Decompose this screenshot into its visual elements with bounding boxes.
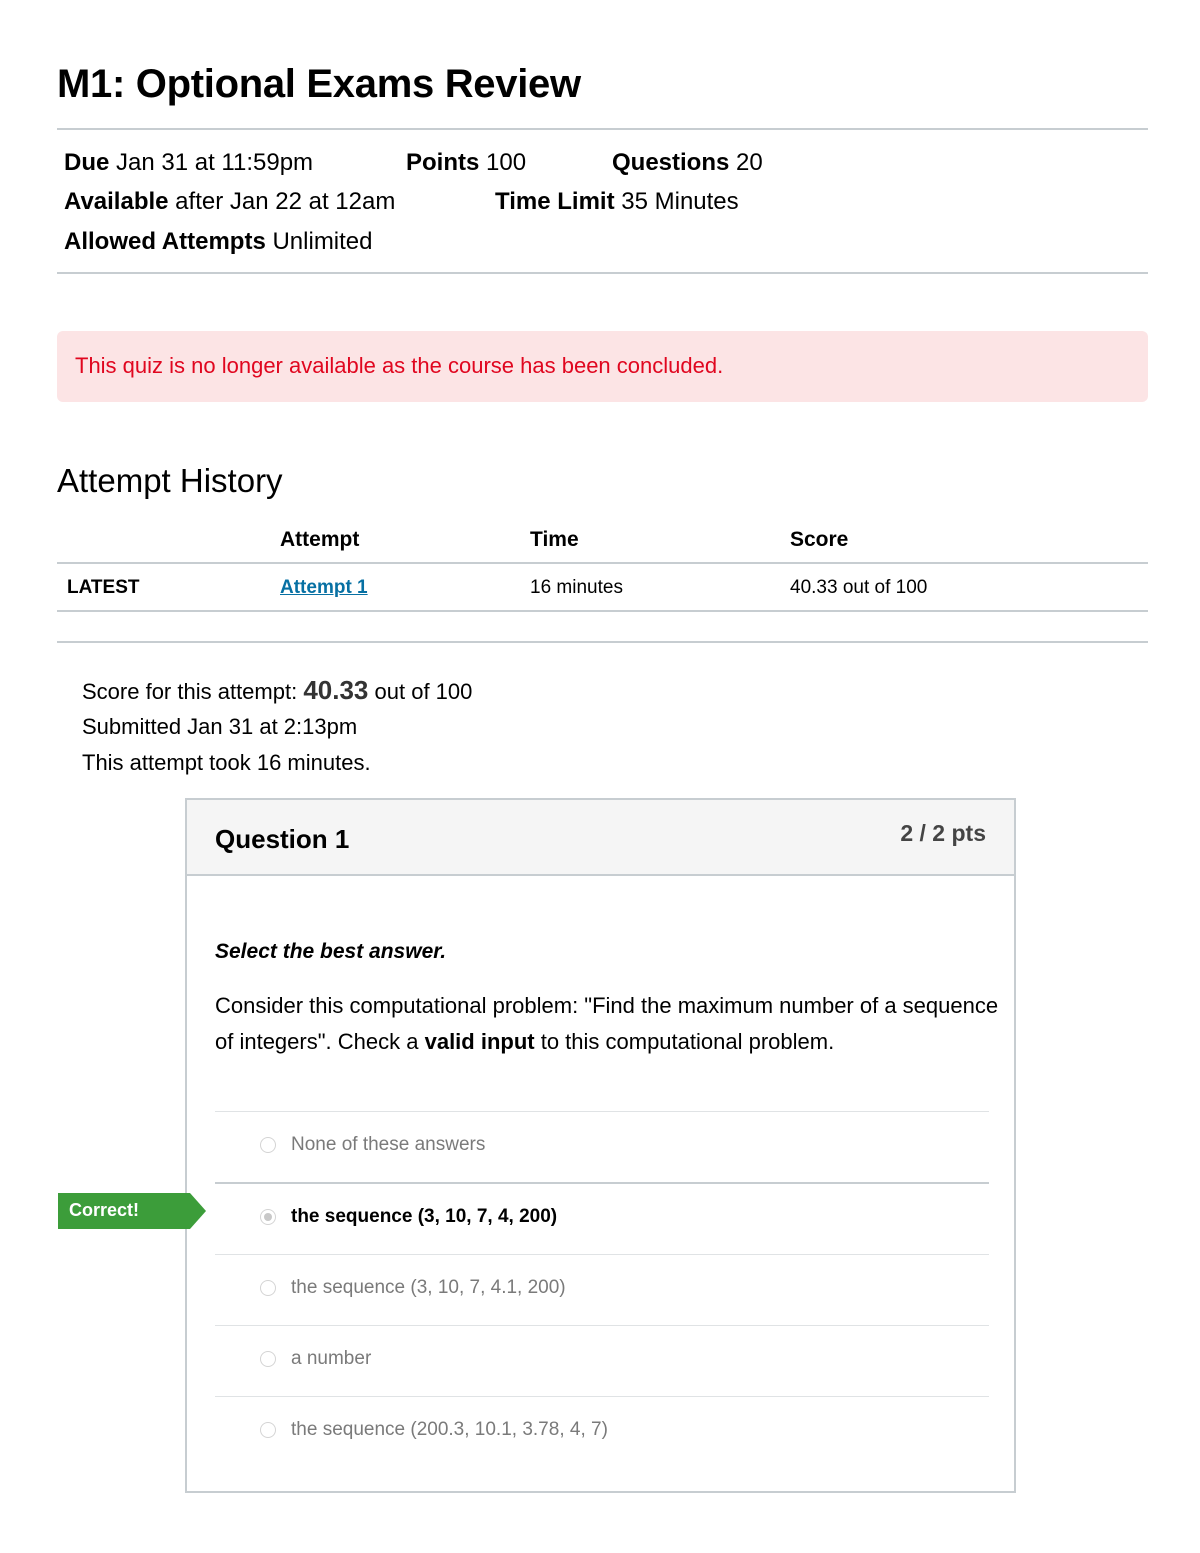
column-header-attempt: Attempt <box>280 528 360 551</box>
question-text <box>215 988 1005 1060</box>
radio-button-checked[interactable] <box>260 1209 276 1225</box>
available-detail <box>64 188 395 216</box>
attempt-time: 16 minutes <box>530 577 623 598</box>
submitted-time: Submitted Jan 31 at 2:13pm <box>82 714 358 739</box>
available-value: after Jan 22 at 12am <box>175 188 396 215</box>
alert-text: This quiz is no longer available as the course has been concluded. <box>75 353 724 378</box>
answer-option <box>215 1325 989 1396</box>
attempt-history-title: Attempt History <box>57 462 283 499</box>
attempts-detail <box>64 228 373 256</box>
question-header <box>187 800 1014 876</box>
radio-button[interactable] <box>260 1351 276 1367</box>
attempts-value: Unlimited <box>272 228 373 255</box>
table-header-divider <box>57 562 1148 564</box>
divider <box>57 128 1148 130</box>
answer-label: None of these answers <box>291 1134 486 1155</box>
questions-label: Questions <box>612 149 730 176</box>
divider <box>57 641 1148 643</box>
radio-button[interactable] <box>260 1422 276 1438</box>
score-value: 40.33 <box>303 675 369 705</box>
correct-answer-flag <box>58 1193 208 1229</box>
answer-option <box>215 1111 989 1182</box>
table-row-divider <box>57 610 1148 612</box>
score-suffix: out of 100 <box>374 679 473 704</box>
flag-arrow-icon <box>190 1193 206 1229</box>
score-prefix: Score for this attempt: <box>82 679 298 704</box>
answer-option <box>215 1396 989 1467</box>
answer-label: the sequence (3, 10, 7, 4.1, 200) <box>291 1277 566 1298</box>
radio-button[interactable] <box>260 1280 276 1296</box>
question-text-part2: to this computational problem. <box>534 1029 835 1054</box>
time-limit-label: Time Limit <box>495 188 615 215</box>
question-instruction: Select the best answer. <box>215 940 447 963</box>
question-text-part1: Consider this computational problem: "Find the maximum number of a sequence of integers". Check a <box>215 993 999 1054</box>
correct-label: Correct! <box>69 1200 140 1220</box>
answer-label: a number <box>291 1348 372 1369</box>
question-1-card <box>185 798 1016 1493</box>
answer-label: the sequence (3, 10, 7, 4, 200) <box>291 1206 558 1227</box>
attempt-score-summary <box>82 675 472 706</box>
page-title: M1: Optional Exams Review <box>57 62 581 106</box>
attempt-1-link[interactable]: Attempt 1 <box>280 577 368 598</box>
points-detail <box>406 149 526 177</box>
questions-detail <box>612 149 763 177</box>
question-points: 2 / 2 pts <box>900 820 986 846</box>
attempts-label: Allowed Attempts <box>64 228 266 255</box>
time-limit-value: 35 Minutes <box>621 188 739 215</box>
due-label: Due <box>64 149 110 176</box>
time-limit-detail <box>495 188 739 216</box>
due-detail <box>64 149 313 177</box>
answer-option <box>215 1254 989 1325</box>
radio-button[interactable] <box>260 1137 276 1153</box>
answer-option-selected <box>215 1182 989 1254</box>
points-value: 100 <box>486 149 527 176</box>
answer-label: the sequence (200.3, 10.1, 3.78, 4, 7) <box>291 1419 608 1440</box>
attempt-score: 40.33 out of 100 <box>790 577 928 598</box>
attempt-duration: This attempt took 16 minutes. <box>82 750 371 775</box>
question-text-bold: valid input <box>424 1029 535 1054</box>
latest-badge: LATEST <box>67 577 140 598</box>
question-title: Question 1 <box>215 824 350 854</box>
answer-list <box>215 1111 989 1467</box>
available-label: Available <box>64 188 169 215</box>
column-header-score: Score <box>790 528 849 551</box>
column-header-time: Time <box>530 528 579 551</box>
points-label: Points <box>406 149 480 176</box>
due-value: Jan 31 at 11:59pm <box>116 149 314 176</box>
divider <box>57 272 1148 274</box>
questions-value: 20 <box>736 149 763 176</box>
course-concluded-alert <box>57 331 1148 402</box>
